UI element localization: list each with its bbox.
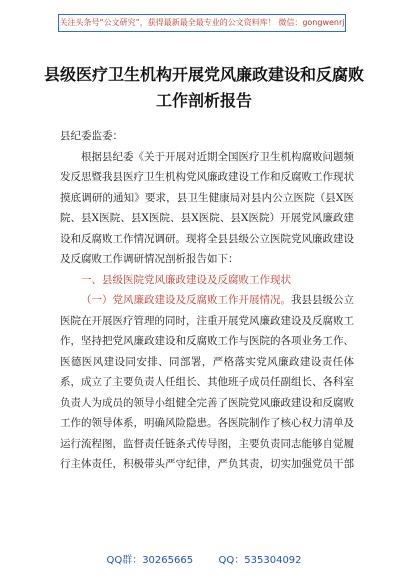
header-banner: 关注头条号“公文研究”，获得最新最全最专业的公文资料库！ 微信：gongwenrj [58, 14, 346, 32]
subsection-heading: （一）党风廉政建设及反腐败工作开展情况。 [81, 294, 291, 306]
document-title: 县级医疗卫生机构开展党风廉政建设和反腐败工作剖析报告 [43, 65, 364, 110]
salutation: 县纪委监委： [60, 130, 123, 142]
subsection-text: 我县县级公立医院在开展医疗管理的同时，注重开展党风廉政建设及反腐败工作，坚持把党风廉政建设和反腐败工作与医院的各项业务工作、医德医风建设同安排、同部署，严格落实党风廉政建设责任体系，成立了主要负责人任组长、其他班子成员任副组长、各科室负责人为成员的领导小组健全完善了医院党风廉政建设和反腐败工作的领导体系，明确风险隐患。各医院制作了核心权力清单及运行流程图，监督责任链条式传导图，主要负责同志能够自觉履行主体责任，积极带头严守纪律，严负其责，切实加强党员干部 [60, 294, 354, 470]
subsection-paragraph [60, 290, 354, 475]
section-heading: 一、县级医院党风廉政建设及反腐败工作现状 [81, 273, 291, 286]
document-body [60, 126, 354, 475]
intro-paragraph: 根据县纪委《关于开展对近期全国医疗卫生机构腐败问题频发反思暨我县医疗卫生机构党风廉政建设工作和反腐败工作现状摸底调研的通知》要求，县卫生健康局对县内公立医院（县X医院、县X医院、县X医院、县X医院、县X医院）开展党风廉政建设和反腐败工作情况调研。现将全县县级公立医院党风廉政建设及反腐败工作调研情况剖析报告如下： [60, 150, 354, 265]
footer-contact: QQ群：30265665 QQ：535304092 [106, 555, 302, 566]
